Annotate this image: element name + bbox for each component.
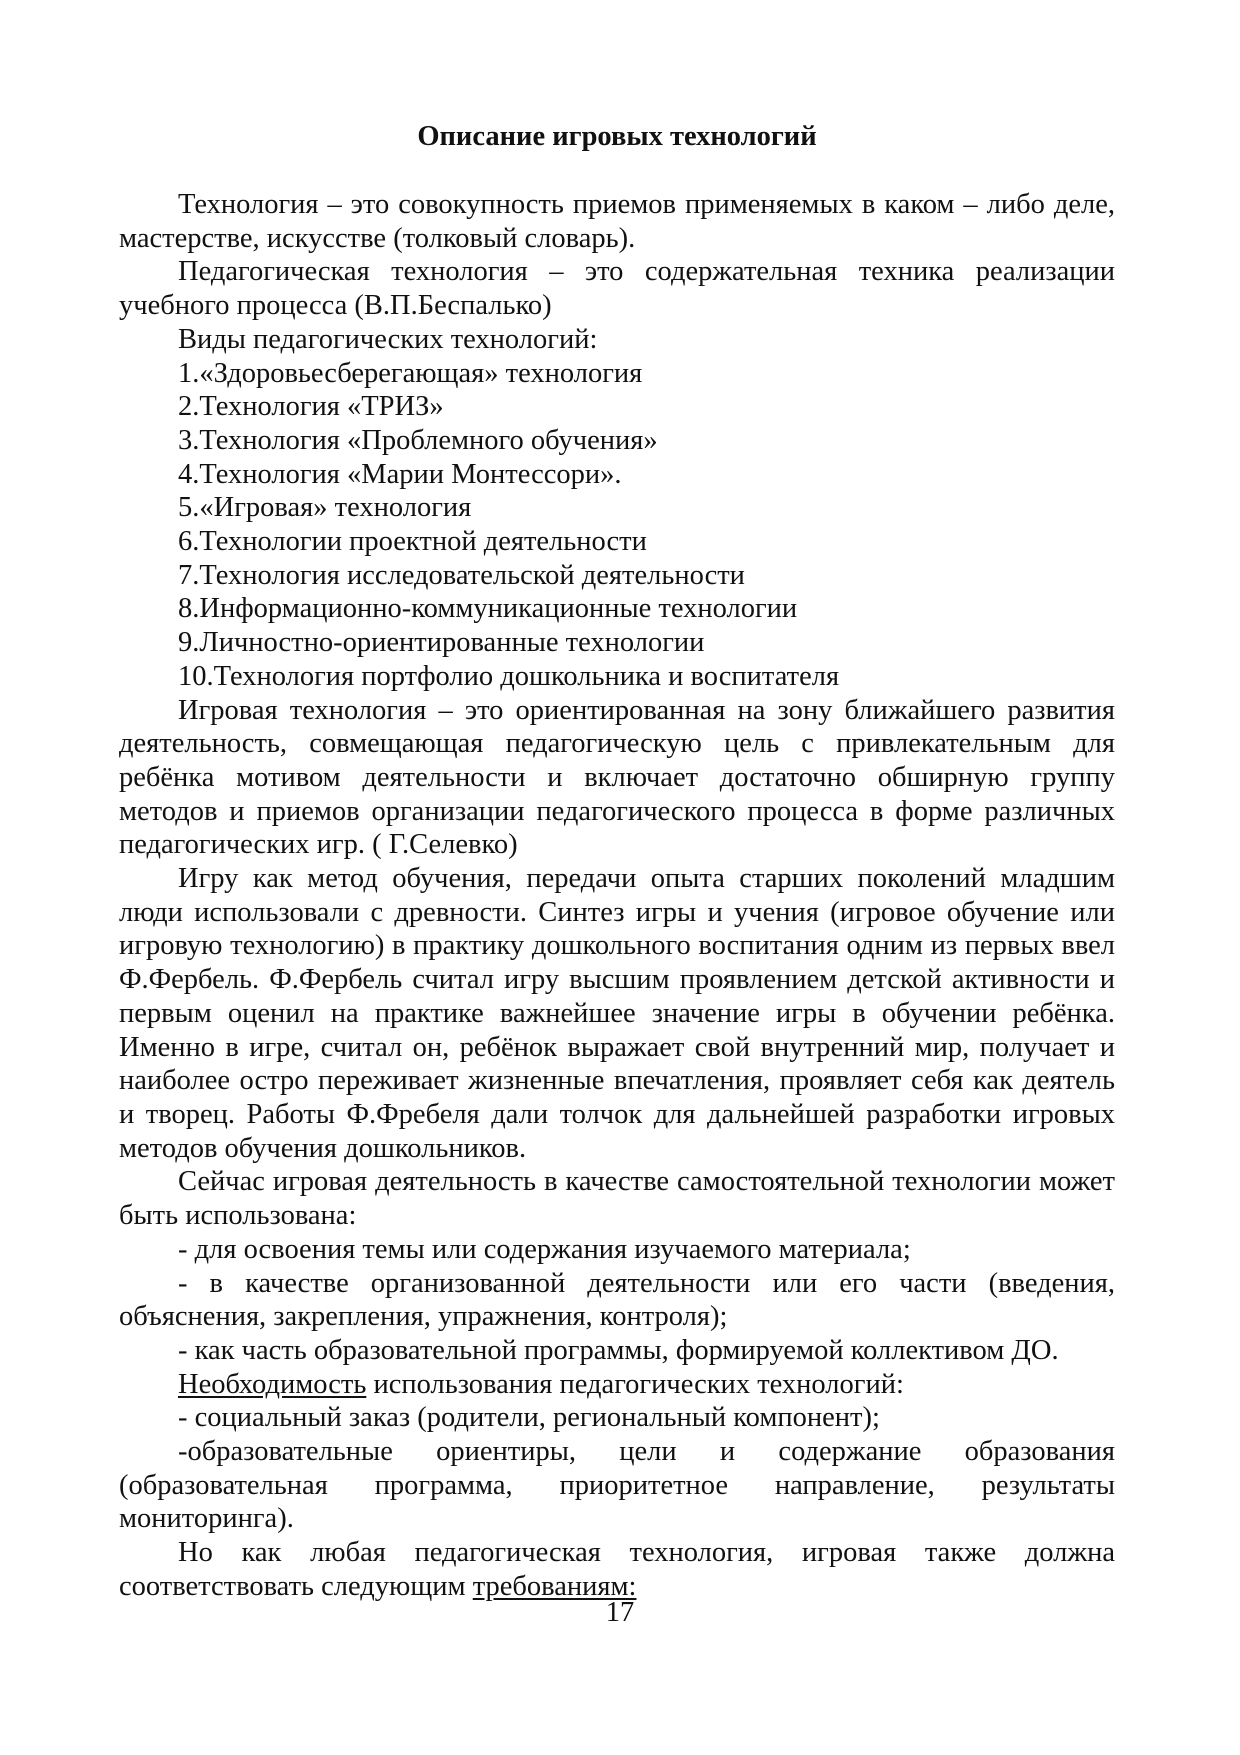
list-item: 4.Технология «Марии Монтессори». — [178, 458, 622, 490]
paragraph-requirements — [119, 1536, 1115, 1603]
necessity-term: Необходимость — [178, 1368, 367, 1400]
list-item: 9.Личностно-ориентированные технологии — [178, 627, 705, 659]
paragraph-game-technology: Игровая технология – это ориентированная на зону ближайшего развития деятельность, совмещающая педагогическую цель с привлекательным для ребёнка мотивом деятельности и включает достаточно обширную группу методов и приемов организации педагогического процесса в форме различных педагогических игр. ( Г.Селевко) — [119, 694, 1115, 861]
usage-item: - для освоения темы или содержания изучаемого материала; — [178, 1233, 911, 1265]
paragraph-necessity — [119, 1368, 1115, 1402]
list-item: 3.Технология «Проблемного обучения» — [178, 424, 658, 456]
paragraph-types-heading: Виды педагогических технологий: — [178, 323, 598, 355]
necessity-item: -образовательные ориентиры, цели и содержание образования (образовательная программа, приоритетное направление, результаты мониторинга). — [119, 1436, 1115, 1535]
list-item: 2.Технология «ТРИЗ» — [178, 391, 444, 423]
paragraph-game-history: Игру как метод обучения, передачи опыта старших поколений младшим люди использовали с древности. Синтез игры и учения (игровое обучение или игровую технологию) в практику дошкольного воспитания одним из первых ввел Ф.Фербель. Ф.Фербель считал игру высшим проявлением детской активности и первым оценил на практике важнейшее значение игры в обучении ребёнка. Именно в игре, считал он, ребёнок выражает свой внутренний мир, получает и наиболее остро переживает жизненные впечатления, проявляет себя как деятель и творец. Работы Ф.Фребеля дали толчок для дальнейшей разработки игровых методов обучения дошкольников. — [119, 863, 1115, 1164]
list-item: 8.Информационно-коммуникационные технологии — [178, 593, 798, 625]
necessity-item: - социальный заказ (родители, региональный компонент); — [178, 1402, 880, 1434]
requirements-start: Но как любая педагогическая технология, игровая также должна соответствовать следующим — [119, 1537, 1115, 1602]
list-item: 5.«Игровая» технология — [178, 492, 472, 524]
document-body — [119, 188, 1115, 1604]
list-item: 10.Технология портфолио дошкольника и воспитателя — [178, 660, 840, 692]
page-number: 17 — [605, 1597, 635, 1628]
usage-item: - в качестве организованной деятельности или его части (введения, объяснения, закрепления, упражнения, контроля); — [119, 1267, 1115, 1333]
list-item: 7.Технология исследовательской деятельности — [178, 559, 745, 591]
list-item: 6.Технологии проектной деятельности — [178, 526, 647, 558]
list-item: 1.«Здоровьесберегающая» технология — [178, 357, 643, 389]
page-title: Описание игровых технологий — [417, 121, 817, 152]
paragraph-pedagogical-technology: Педагогическая технология – это содержательная техника реализации учебного процесса (В.П.Беспалько) — [119, 256, 1115, 322]
requirements-term: требованиям: — [472, 1570, 637, 1602]
necessity-rest: использования педагогических технологий: — [366, 1368, 904, 1400]
usage-item: - как часть образовательной программы, формируемой коллективом ДО. — [178, 1334, 1059, 1366]
paragraph-technology-definition: Технология – это совокупность приемов применяемых в каком – либо деле, мастерстве, искусстве (толковый словарь). — [119, 189, 1115, 254]
paragraph-usage-intro: Сейчас игровая деятельность в качестве самостоятельной технологии может быть использована: — [119, 1166, 1115, 1232]
